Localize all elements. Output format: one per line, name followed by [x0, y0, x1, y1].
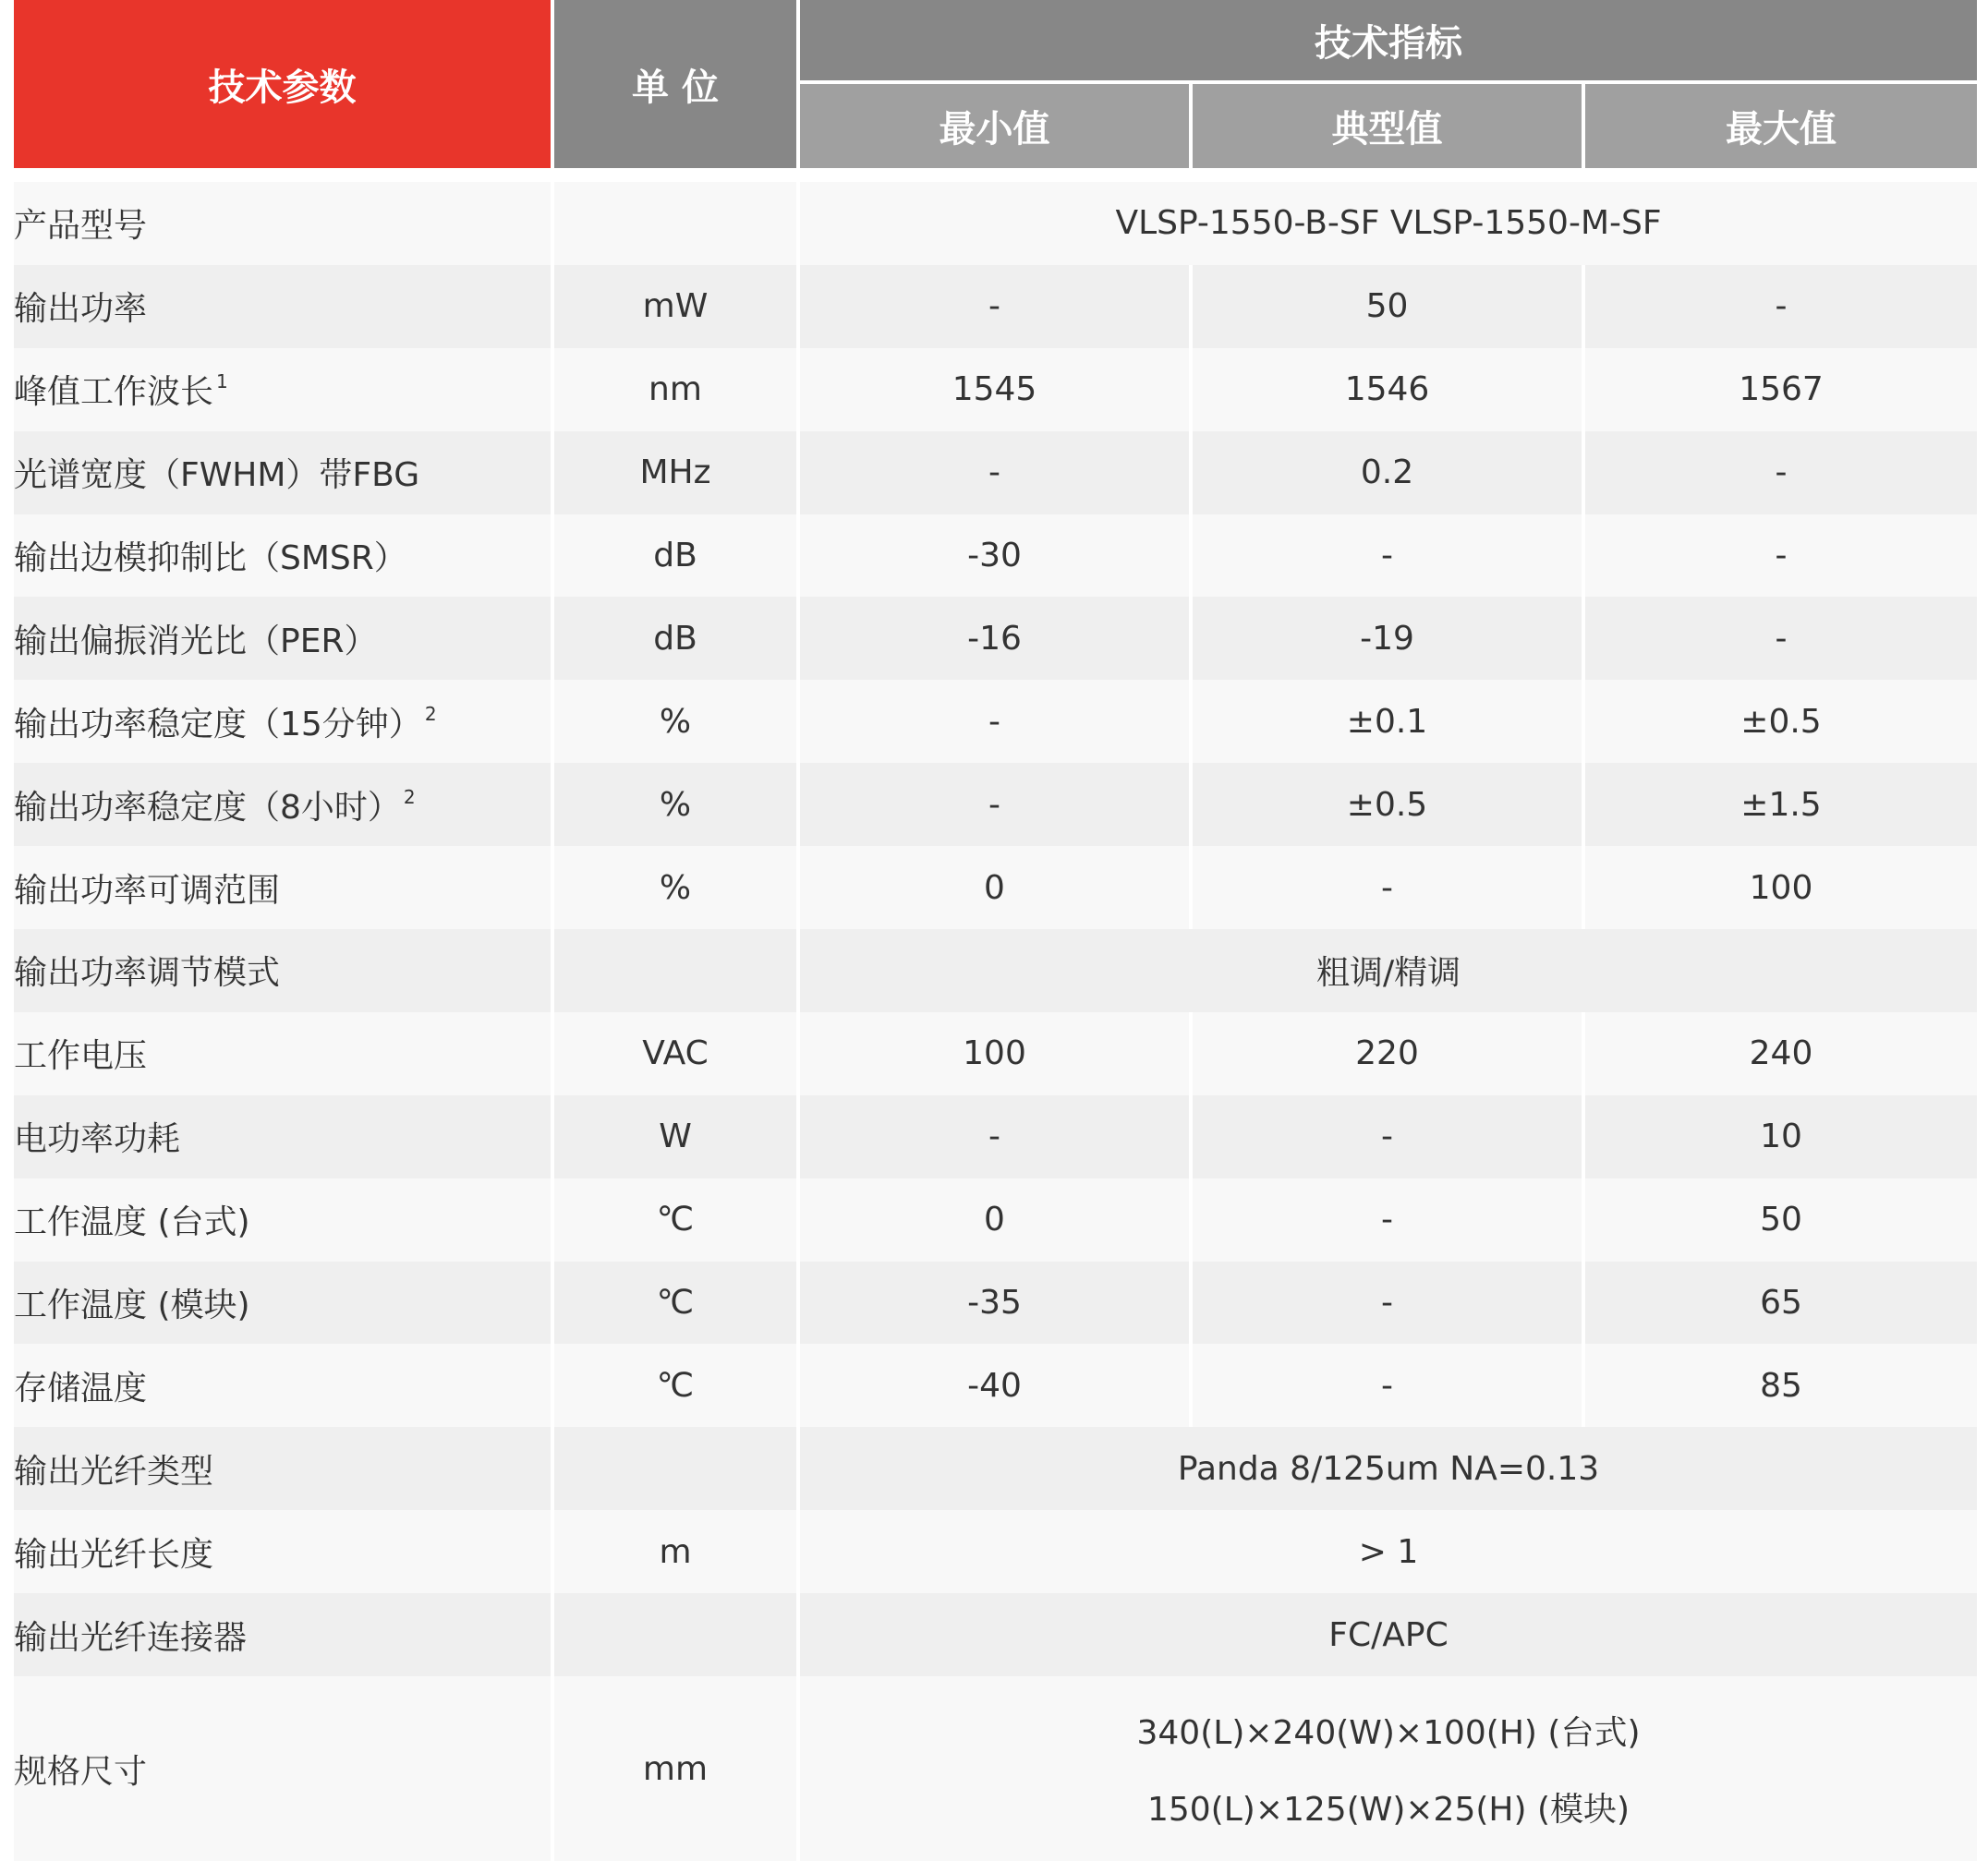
unit-cell: %	[554, 763, 800, 846]
param-label	[14, 846, 554, 929]
param-label	[14, 514, 554, 598]
param-label-text: 输出功率	[14, 290, 148, 329]
header-unit: 单 位	[554, 0, 800, 168]
param-label	[14, 431, 554, 514]
param-label-text: 输出偏振消光比（PER）	[14, 622, 378, 660]
param-label-text: 规格尺寸	[14, 1752, 148, 1791]
table-row	[14, 680, 1977, 763]
param-label	[14, 1510, 554, 1593]
unit-cell	[554, 1427, 800, 1510]
typ-value-cell: ±0.5	[1193, 763, 1585, 846]
max-value-cell: -	[1585, 514, 1977, 598]
param-label	[14, 929, 554, 1012]
unit-cell: MHz	[554, 431, 800, 514]
dimension-line: 340(L)×240(W)×100(H) (台式)	[1136, 1714, 1641, 1753]
max-value-cell: ±0.5	[1585, 680, 1977, 763]
table-row	[14, 1510, 1977, 1593]
table-row	[14, 929, 1977, 1012]
min-value-cell: -	[800, 763, 1193, 846]
param-label-text: 工作电压	[14, 1037, 148, 1076]
max-value-cell: 10	[1585, 1095, 1977, 1178]
min-value-cell: -	[800, 265, 1193, 348]
min-value-cell: -35	[800, 1262, 1193, 1345]
min-value-cell: 0	[800, 1178, 1193, 1262]
typ-value-cell: -	[1193, 514, 1585, 598]
unit-cell: nm	[554, 348, 800, 431]
param-label-text: 输出功率稳定度（15分钟）	[14, 705, 422, 743]
max-value-cell: -	[1585, 597, 1977, 680]
unit-cell: %	[554, 846, 800, 929]
unit-cell: ℃	[554, 1178, 800, 1262]
table-row	[14, 1427, 1977, 1510]
footnote-mark: 2	[403, 785, 416, 808]
typ-value-cell: 1546	[1193, 348, 1585, 431]
max-value-cell: -	[1585, 431, 1977, 514]
header-max: 最大值	[1585, 84, 1977, 168]
param-label	[14, 1427, 554, 1510]
footnote-mark: 1	[216, 370, 228, 393]
dimension-line: 150(L)×125(W)×25(H) (模块)	[1146, 1791, 1630, 1830]
param-label-text: 输出光纤连接器	[14, 1618, 248, 1657]
param-label	[14, 265, 554, 348]
merged-value-cell: 粗调/精调	[800, 929, 1977, 1012]
param-label-text: 产品型号	[14, 207, 148, 246]
header-min: 最小值	[800, 84, 1193, 168]
max-value-cell: 100	[1585, 846, 1977, 929]
param-label-text: 输出功率稳定度（8小时）	[14, 788, 401, 827]
unit-cell: mm	[554, 1676, 800, 1861]
header-gap	[14, 168, 1977, 182]
table-row	[14, 1344, 1977, 1427]
typ-value-cell: -	[1193, 1095, 1585, 1178]
param-label-text: 电功率功耗	[14, 1120, 181, 1159]
param-label	[14, 1012, 554, 1095]
typ-value-cell: -	[1193, 846, 1585, 929]
typ-value-cell: -	[1193, 1178, 1585, 1262]
param-label-text: 输出光纤类型	[14, 1452, 214, 1491]
table-row	[14, 1593, 1977, 1676]
table-row	[14, 763, 1977, 846]
typ-value-cell: 220	[1193, 1012, 1585, 1095]
param-label	[14, 182, 554, 265]
unit-cell	[554, 929, 800, 1012]
min-value-cell: 1545	[800, 348, 1193, 431]
merged-value-cell	[800, 1676, 1977, 1861]
unit-cell: ℃	[554, 1344, 800, 1427]
unit-cell: W	[554, 1095, 800, 1178]
unit-cell: ℃	[554, 1262, 800, 1345]
unit-cell: mW	[554, 265, 800, 348]
unit-cell	[554, 182, 800, 265]
param-label-text: 峰值工作波长	[14, 373, 214, 412]
max-value-cell: 240	[1585, 1012, 1977, 1095]
spec-table	[14, 0, 1977, 1861]
table-row	[14, 1178, 1977, 1262]
footnote-mark: 2	[424, 702, 437, 725]
table-row	[14, 846, 1977, 929]
typ-value-cell: -	[1193, 1344, 1585, 1427]
min-value-cell: 100	[800, 1012, 1193, 1095]
max-value-cell: 50	[1585, 1178, 1977, 1262]
merged-value-cell: FC/APC	[800, 1593, 1977, 1676]
min-value-cell: 0	[800, 846, 1193, 929]
max-value-cell: -	[1585, 265, 1977, 348]
table-row	[14, 431, 1977, 514]
unit-cell: VAC	[554, 1012, 800, 1095]
param-label	[14, 1676, 554, 1861]
typ-value-cell: -	[1193, 1262, 1585, 1345]
min-value-cell: -40	[800, 1344, 1193, 1427]
table-row	[14, 1012, 1977, 1095]
param-label	[14, 348, 554, 431]
max-value-cell: 65	[1585, 1262, 1977, 1345]
typ-value-cell: ±0.1	[1193, 680, 1585, 763]
param-label-text: 输出光纤长度	[14, 1535, 214, 1574]
table-row	[14, 265, 1977, 348]
merged-value-cell: Panda 8/125um NA=0.13	[800, 1427, 1977, 1510]
table-row	[14, 348, 1977, 431]
header-tech: 技术指标	[800, 0, 1977, 84]
header-param: 技术参数	[14, 0, 554, 168]
table-row	[14, 1262, 1977, 1345]
unit-cell: dB	[554, 514, 800, 598]
typ-value-cell: 50	[1193, 265, 1585, 348]
param-label-text: 输出功率可调范围	[14, 871, 281, 910]
param-label	[14, 1262, 554, 1345]
min-value-cell: -	[800, 1095, 1193, 1178]
max-value-cell: ±1.5	[1585, 763, 1977, 846]
merged-value-cell: VLSP-1550-B-SF VLSP-1550-M-SF	[800, 182, 1977, 265]
unit-cell: dB	[554, 597, 800, 680]
table-row	[14, 1095, 1977, 1178]
max-value-cell: 1567	[1585, 348, 1977, 431]
param-label	[14, 1095, 554, 1178]
min-value-cell: -16	[800, 597, 1193, 680]
param-label	[14, 1178, 554, 1262]
param-label-text: 光谱宽度（FWHM）带FBG	[14, 456, 420, 495]
table-row	[14, 182, 1977, 265]
min-value-cell: -	[800, 680, 1193, 763]
max-value-cell: 85	[1585, 1344, 1977, 1427]
spec-body	[14, 182, 1977, 1861]
param-label-text: 存储温度	[14, 1369, 148, 1408]
param-label-text: 工作温度 (台式)	[14, 1203, 250, 1242]
table-row	[14, 514, 1977, 598]
typ-value-cell: -19	[1193, 597, 1585, 680]
unit-cell: m	[554, 1510, 800, 1593]
param-label-text: 工作温度 (模块)	[14, 1287, 250, 1325]
header-typ: 典型值	[1193, 84, 1585, 168]
min-value-cell: -	[800, 431, 1193, 514]
param-label	[14, 763, 554, 846]
param-label	[14, 1593, 554, 1676]
unit-cell	[554, 1593, 800, 1676]
unit-cell: %	[554, 680, 800, 763]
param-label-text: 输出功率调节模式	[14, 954, 281, 993]
table-row	[14, 1676, 1977, 1861]
merged-value-cell: > 1	[800, 1510, 1977, 1593]
param-label	[14, 680, 554, 763]
param-label	[14, 1344, 554, 1427]
param-label-text: 输出边模抑制比（SMSR）	[14, 539, 407, 577]
min-value-cell: -30	[800, 514, 1193, 598]
param-label	[14, 597, 554, 680]
table-row	[14, 597, 1977, 680]
typ-value-cell: 0.2	[1193, 431, 1585, 514]
